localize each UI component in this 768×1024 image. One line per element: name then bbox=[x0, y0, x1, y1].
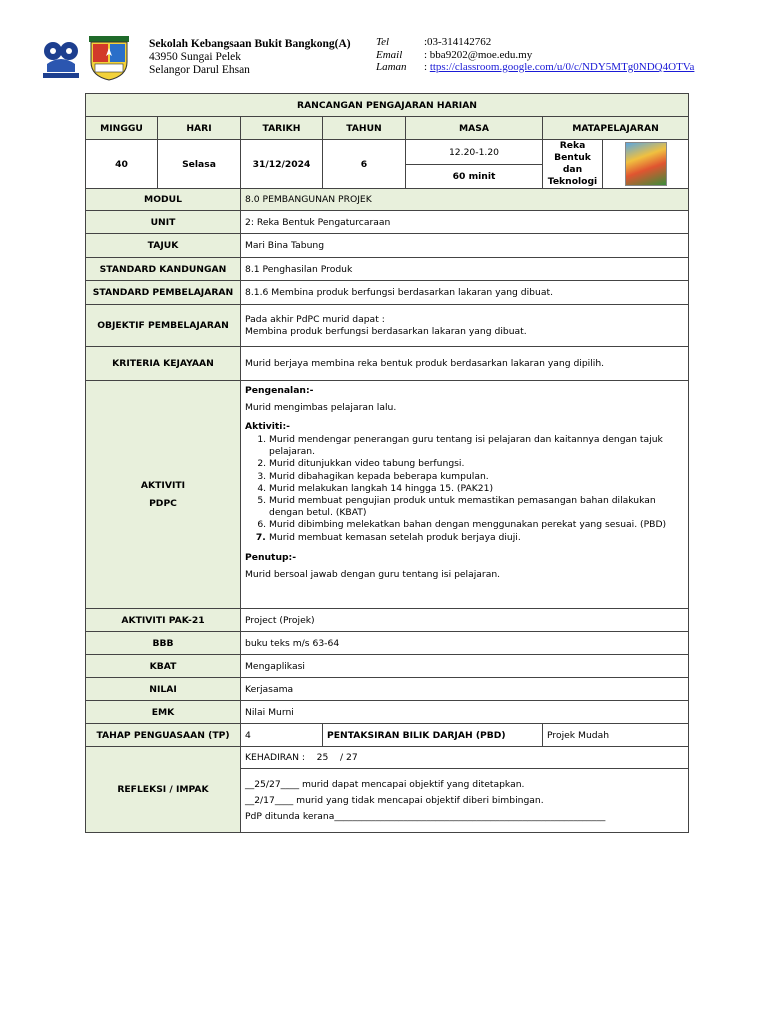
masa-time-value: 12.20-1.20 bbox=[406, 140, 543, 165]
objektif-row bbox=[86, 305, 689, 347]
step-item: 2. Murid ditunjukkan video tabung berfungsi. bbox=[269, 458, 684, 470]
sk-row bbox=[86, 258, 689, 281]
aktiviti-label: AKTIVITI bbox=[140, 479, 186, 491]
table-title: RANCANGAN PENGAJARAN HARIAN bbox=[86, 94, 689, 117]
sp-value: 8.1.6 Membina produk berfungsi berdasarkan lakaran yang dibuat. bbox=[241, 281, 689, 305]
sk-label: STANDARD KANDUNGAN bbox=[86, 258, 241, 281]
penutup-title: Penutup:- bbox=[245, 551, 297, 563]
step-item: 3. Murid dibahagikan kepada beberapa kumpulan. bbox=[269, 471, 684, 483]
pengenalan-title: Pengenalan:- bbox=[245, 385, 314, 396]
bbb-row bbox=[86, 632, 689, 655]
col-tarikh: TARIKH bbox=[241, 117, 323, 140]
step-item: 7. Murid membuat kemasan setelah produk berjaya diuji. bbox=[269, 532, 684, 544]
refleksi-line1: __25/27____ murid dapat mencapai objektif yang ditetapkan. bbox=[245, 778, 525, 790]
refleksi-label: REFLEKSI / IMPAK bbox=[86, 747, 241, 833]
classroom-link[interactable]: ttps://classroom.google.com/u/0/c/NDY5MTg0NDQ4OTVa bbox=[429, 61, 695, 73]
tp-value: 4 bbox=[241, 724, 323, 747]
tajuk-label: TAJUK bbox=[86, 234, 241, 258]
subject-value: Reka Bentuk dan Teknologi bbox=[543, 140, 603, 189]
kbat-value: Mengaplikasi bbox=[241, 655, 689, 678]
objektif-line2: Membina produk berfungsi berdasarkan lakaran yang dibuat. bbox=[245, 325, 527, 337]
col-tahun: TAHUN bbox=[323, 117, 406, 140]
step-item: 5. Murid membuat pengujian produk untuk memastikan pemasangan bahan dilakukan dengan betul. (KBAT) bbox=[269, 495, 684, 519]
emk-label: EMK bbox=[86, 701, 241, 724]
school-address-line1: 43950 Sungai Pelek bbox=[149, 51, 241, 63]
bbb-value: buku teks m/s 63-64 bbox=[241, 632, 689, 655]
nilai-row bbox=[86, 678, 689, 701]
kriteria-label: KRITERIA KEJAYAAN bbox=[86, 347, 241, 381]
contact-info bbox=[376, 36, 694, 74]
ministry-logo-icon bbox=[39, 36, 83, 80]
modul-row bbox=[86, 189, 689, 211]
pdpc-label: PDPC bbox=[149, 497, 177, 509]
sp-label: STANDARD PEMBELAJARAN bbox=[86, 281, 241, 305]
penutup-text: Murid bersoal jawab dengan guru tentang isi pelajaran. bbox=[245, 568, 501, 580]
objektif-label: OBJEKTIF PEMBELAJARAN bbox=[86, 305, 241, 347]
objektif-cell bbox=[241, 305, 689, 347]
refleksi-line2: __2/17____ murid yang tidak mencapai objektif diberi bimbingan. bbox=[245, 794, 544, 806]
sp-row bbox=[86, 281, 689, 305]
tajuk-row bbox=[86, 234, 689, 258]
col-hari: HARI bbox=[158, 117, 241, 140]
sk-value: 8.1 Penghasilan Produk bbox=[241, 258, 689, 281]
pak21-row bbox=[86, 609, 689, 632]
school-name: Sekolah Kebangsaan Bukit Bangkong(A) bbox=[149, 38, 351, 50]
tahun-value: 6 bbox=[323, 140, 406, 189]
pak21-label: AKTIVITI PAK-21 bbox=[86, 609, 241, 632]
unit-value: 2: Reka Bentuk Pengaturcaraan bbox=[241, 211, 689, 234]
objektif-line1: Pada akhir PdPC murid dapat : bbox=[245, 313, 385, 325]
aktiviti-label-cell bbox=[86, 381, 241, 609]
emk-row bbox=[86, 701, 689, 724]
unit-row bbox=[86, 211, 689, 234]
pbd-label: PENTAKSIRAN BILIK DARJAH (PBD) bbox=[323, 724, 543, 747]
kriteria-value: Murid berjaya membina reka bentuk produk berdasarkan lakaran yang dipilih. bbox=[241, 347, 689, 381]
pbd-value: Projek Mudah bbox=[543, 724, 689, 747]
emk-value: Nilai Murni bbox=[241, 701, 689, 724]
bbb-label: BBB bbox=[86, 632, 241, 655]
pak21-value: Project (Projek) bbox=[241, 609, 689, 632]
textbook-cover-cell bbox=[603, 140, 689, 189]
nilai-value: Kerjasama bbox=[241, 678, 689, 701]
textbook-cover-image bbox=[625, 142, 667, 186]
aktiviti-row bbox=[86, 381, 689, 609]
email-value: : bba9202@moe.edu.my bbox=[424, 48, 533, 61]
web-prefix: : bbox=[424, 61, 430, 73]
column-header-row bbox=[86, 117, 689, 140]
refleksi-content bbox=[241, 769, 689, 833]
school-address-line2: Selangor Darul Ehsan bbox=[149, 64, 250, 76]
tp-label: TAHAP PENGUASAAN (TP) bbox=[86, 724, 241, 747]
aktiviti-title: Aktiviti:- bbox=[245, 421, 290, 432]
info-row-top bbox=[86, 140, 689, 165]
tajuk-value: Mari Bina Tabung bbox=[241, 234, 689, 258]
lesson-plan-table bbox=[85, 93, 689, 833]
masa-duration-value: 60 minit bbox=[406, 165, 543, 189]
kehadiran-row bbox=[86, 747, 689, 769]
hari-value: Selasa bbox=[158, 140, 241, 189]
kehadiran-value: KEHADIRAN : 25 / 27 bbox=[241, 747, 689, 769]
step-item: 6. Murid dibimbing melekatkan bahan dengan menggunakan perekat yang sesuai. (PBD) bbox=[269, 519, 684, 531]
kbat-row bbox=[86, 655, 689, 678]
tp-row bbox=[86, 724, 689, 747]
step-item: 4. Murid melakukan langkah 14 hingga 15. (PAK21) bbox=[269, 483, 684, 495]
school-crest-icon bbox=[87, 34, 131, 82]
tel-label: Tel bbox=[376, 36, 390, 48]
kbat-label: KBAT bbox=[86, 655, 241, 678]
aktiviti-content bbox=[241, 381, 689, 609]
kriteria-row bbox=[86, 347, 689, 381]
modul-label: MODUL bbox=[86, 189, 241, 211]
unit-label: UNIT bbox=[86, 211, 241, 234]
modul-value: 8.0 PEMBANGUNAN PROJEK bbox=[241, 189, 689, 211]
nilai-label: NILAI bbox=[86, 678, 241, 701]
col-masa: MASA bbox=[406, 117, 543, 140]
step-item: 1. Murid mendengar penerangan guru tentang isi pelajaran dan kaitannya dengan tajuk pelajaran. bbox=[269, 434, 684, 458]
col-matapelajaran: MATAPELAJARAN bbox=[543, 117, 689, 140]
tarikh-value: 31/12/2024 bbox=[241, 140, 323, 189]
col-minggu: MINGGU bbox=[86, 117, 158, 140]
tel-value: :03-314142762 bbox=[424, 36, 492, 48]
aktiviti-steps bbox=[245, 434, 684, 544]
email-label: Email bbox=[376, 48, 403, 61]
title-row bbox=[86, 94, 689, 117]
minggu-value: 40 bbox=[86, 140, 158, 189]
school-info bbox=[149, 38, 351, 77]
refleksi-line3: PdP ditunda kerana___________________________________________________________ bbox=[245, 810, 606, 822]
web-label: Laman bbox=[376, 61, 407, 73]
pengenalan-text: Murid mengimbas pelajaran lalu. bbox=[245, 402, 397, 413]
